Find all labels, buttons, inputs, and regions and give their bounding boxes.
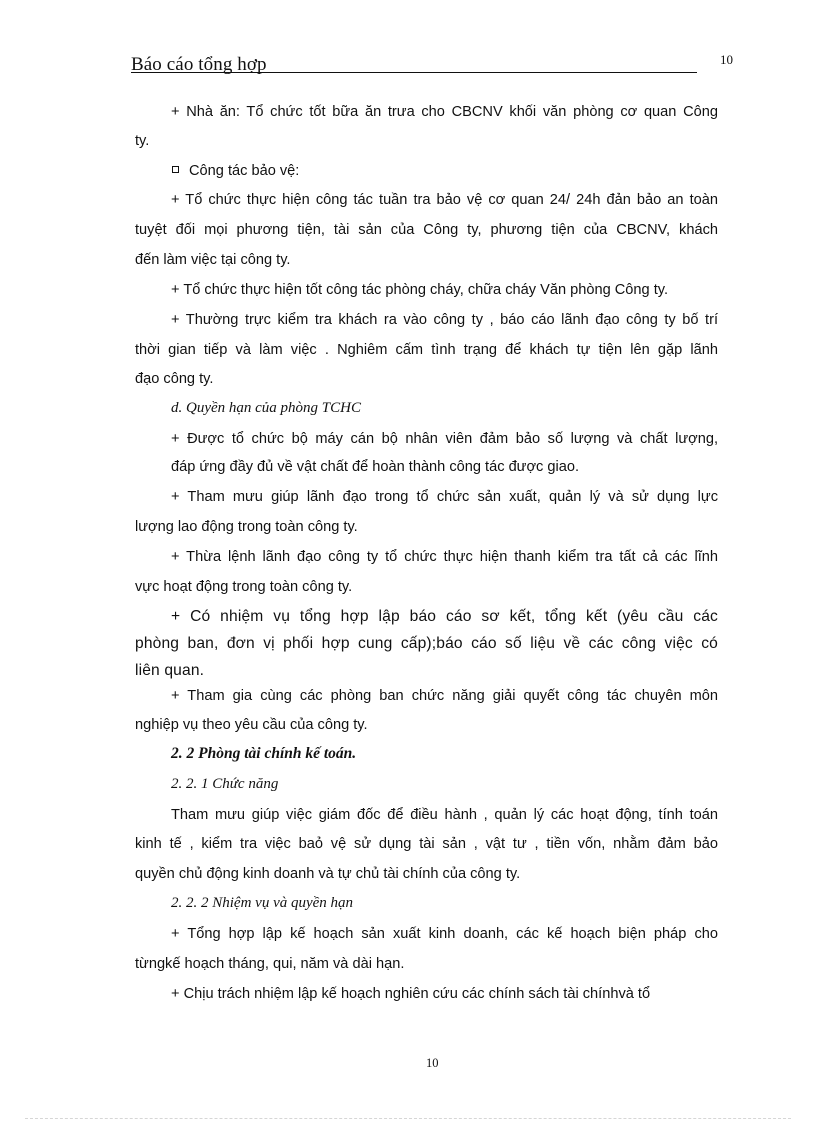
text-line: + Nhà ăn: Tổ chức tốt bữa ăn trưa cho CBCNV khối văn phòng cơ quan Công <box>171 104 718 120</box>
text-line: đạo công ty. <box>135 371 214 387</box>
text-line: + Tổng hợp lập kế hoạch sản xuất kinh doanh, các kế hoạch biện pháp cho <box>171 926 718 942</box>
text-line: phòng ban, đơn vị phối hợp cung cấp);báo cáo số liệu về các công việc có <box>135 635 718 652</box>
text-line: liên quan. <box>135 662 205 679</box>
text-line: kinh tế , kiểm tra việc baỏ vệ sử dụng tài sản , vật tư , tiền vốn, nhằm đảm bảo <box>135 836 718 852</box>
text-line: nghiệp vụ theo yêu cầu của công ty. <box>135 717 368 733</box>
text-line: + Tổ chức thực hiện công tác tuần tra bảo vệ cơ quan 24/ 24h đản bảo an toàn <box>171 192 718 208</box>
section-heading: d. Quyền hạn của phòng TCHC <box>171 400 361 416</box>
text-line: đáp ứng đầy đủ về vật chất để hoàn thành công tác được giao. <box>171 459 580 475</box>
text-line: quyền chủ động kinh doanh và tự chủ tài chính của công ty. <box>135 866 521 882</box>
text-line: + Chịu trách nhiệm lập kế hoạch nghiên cứu các chính sách tài chínhvà tổ <box>171 986 651 1002</box>
text-line: + Có nhiệm vụ tổng hợp lập báo cáo sơ kết, tổng kết (yêu cầu các <box>171 608 718 625</box>
square-bullet-icon <box>172 166 179 173</box>
text-line: + Tổ chức thực hiện tốt công tác phòng cháy, chữa cháy Văn phòng Công ty. <box>171 282 669 298</box>
text-line: ty. <box>135 133 150 149</box>
subsection-heading: 2. 2. 2 Nhiệm vụ và quyền hạn <box>171 895 354 911</box>
text-line: từngkế hoạch tháng, qui, năm và dài hạn. <box>135 956 405 972</box>
text-line: đến làm việc tại công ty. <box>135 252 291 268</box>
text-line: + Tham gia cùng các phòng ban chức năng giải quyết công tác chuyên môn <box>171 688 718 704</box>
text-line: lượng lao động trong toàn công ty. <box>135 519 358 535</box>
text-line: + Thừa lệnh lãnh đạo công ty tổ chức thực hiện thanh kiểm tra tất cả các lĩnh <box>171 549 718 565</box>
section-heading: Công tác bảo vệ: <box>189 163 300 179</box>
subsection-heading: 2. 2. 1 Chức năng <box>171 776 279 792</box>
footer-page-number: 10 <box>426 1056 439 1070</box>
header-title: Báo cáo tổng hợp <box>131 54 267 75</box>
text-line: vực hoạt động trong toàn công ty. <box>135 579 353 595</box>
text-line: Tham mưu giúp việc giám đốc để điều hành , quản lý các hoạt động, tính toán <box>171 807 718 823</box>
text-line: + Tham mưu giúp lãnh đạo trong tổ chức sản xuất, quản lý và sử dụng lực <box>171 489 718 505</box>
header-rule <box>131 72 697 73</box>
text-line: + Thường trực kiểm tra khách ra vào công ty , báo cáo lãnh đạo công ty bố trí <box>171 312 718 328</box>
page-divider <box>25 1118 791 1119</box>
section-heading: 2. 2 Phòng tài chính kế toán. <box>171 745 357 762</box>
header-page-number: 10 <box>720 52 733 67</box>
text-line: thời gian tiếp và làm việc . Nghiêm cấm tình trạng để khách tự tiện lên gặp lãnh <box>135 342 718 358</box>
text-line: tuyệt đối mọi phương tiện, tài sản của Công ty, phương tiện của CBCNV, khách <box>135 222 718 238</box>
text-line: + Được tổ chức bộ máy cán bộ nhân viên đảm bảo số lượng và chất lượng, <box>171 431 718 447</box>
